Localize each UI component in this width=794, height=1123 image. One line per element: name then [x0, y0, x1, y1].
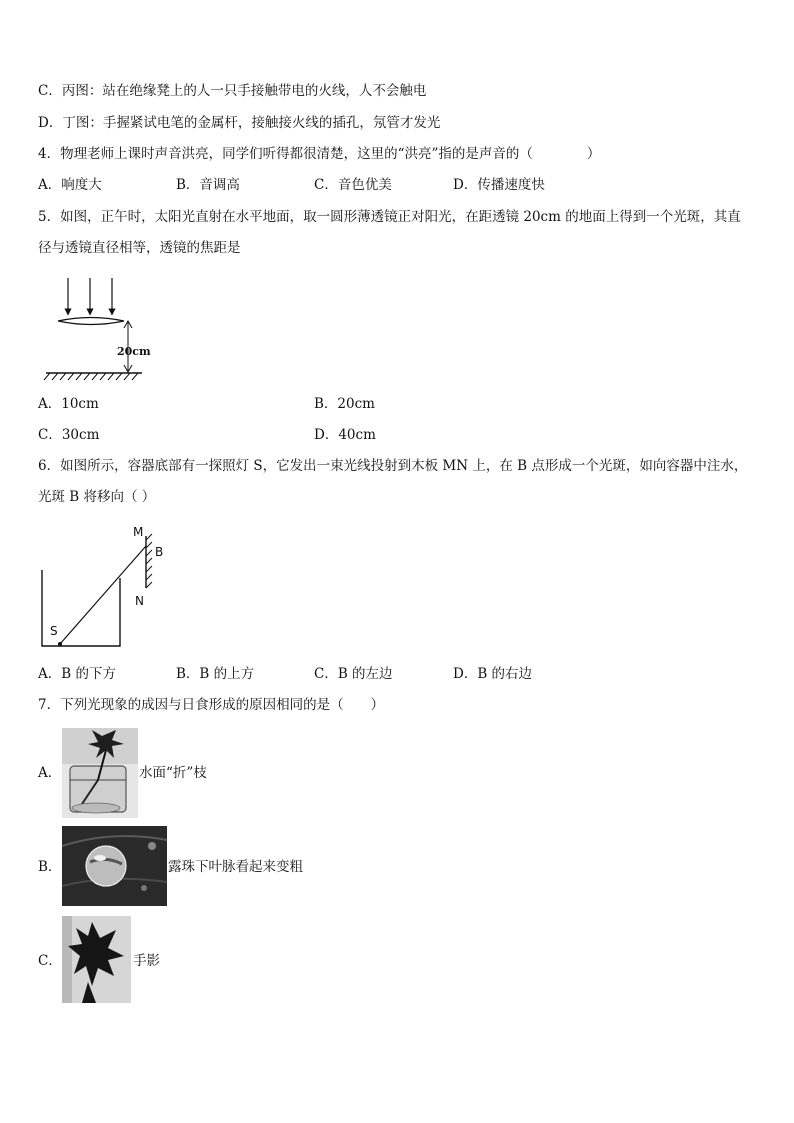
- q7-option-a-photo: [62, 728, 138, 818]
- q7-option-b-caption: 露珠下叶脉看起来变粗: [168, 859, 303, 875]
- lens: [58, 318, 124, 325]
- q5-figure-distance-label: 20cm: [117, 345, 151, 358]
- q5-lens-figure: [36, 272, 156, 384]
- q5-option-c: C．30cm: [38, 427, 100, 443]
- q5-option-a: A．10cm: [38, 396, 99, 412]
- q6-label-b: B: [155, 545, 164, 559]
- q6-label-s: S: [50, 624, 58, 638]
- q6-stem-line1: 6．如图所示，容器底部有一探照灯 S，它发出一束光线投射到木板 MN 上，在 B 点形成一个光斑，如向容器中注水，: [38, 458, 748, 474]
- q3-option-d: D．丁图：手握紧试电笔的金属杆，接触接火线的插孔，氖管才发光: [38, 115, 441, 131]
- spotlight-s: [58, 642, 62, 646]
- ground-hatching: [44, 373, 138, 380]
- q6-option-d: D．B 的右边: [453, 666, 533, 682]
- q5-stem-line2: 径与透镜直径相等，透镜的焦距是: [38, 240, 241, 256]
- q7-option-c-photo: [62, 916, 131, 1003]
- q4-stem: 4．物理老师上课时声音洪亮，同学们听得都很清楚，这里的“洪亮”指的是声音的（ ）: [38, 146, 601, 162]
- q7-option-c-letter: C．: [38, 953, 62, 969]
- q7-stem: 7．下列光现象的成因与日食形成的原因相同的是（ ）: [38, 697, 385, 713]
- q5-option-b: B．20cm: [314, 396, 375, 412]
- q6-option-c: C．B 的左边: [314, 666, 393, 682]
- q6-label-n: N: [135, 594, 144, 608]
- q7-option-c-caption: 手影: [133, 953, 160, 969]
- q6-option-a: A．B 的下方: [38, 666, 116, 682]
- q4-option-c: C．音色优美: [314, 177, 392, 193]
- q6-stem-line2: 光斑 B 将移向（ ）: [38, 489, 156, 505]
- q7-option-b-letter: B．: [38, 859, 62, 875]
- q7-option-b-photo: [62, 826, 167, 906]
- q7-option-a-caption: 水面“折”枝: [139, 765, 207, 781]
- q6-option-b: B．B 的上方: [176, 666, 255, 682]
- q4-option-d: D．传播速度快: [453, 177, 545, 193]
- q5-stem-line1: 5．如图，正午时，太阳光直射在水平地面，取一圆形薄透镜正对阳光，在距透镜 20cm 的地面上得到一个光斑，其直: [38, 209, 741, 225]
- light-ray: [60, 546, 146, 644]
- q4-option-a: A．响度大: [38, 177, 102, 193]
- q7-option-a-letter: A．: [38, 765, 62, 781]
- q4-option-b: B．音调高: [176, 177, 240, 193]
- q5-option-d: D．40cm: [314, 427, 376, 443]
- q6-label-m: M: [133, 525, 144, 539]
- q3-option-c: C．丙图：站在绝缘凳上的人一只手接触带电的火线，人不会触电: [38, 83, 427, 99]
- board-hatching: [146, 534, 152, 588]
